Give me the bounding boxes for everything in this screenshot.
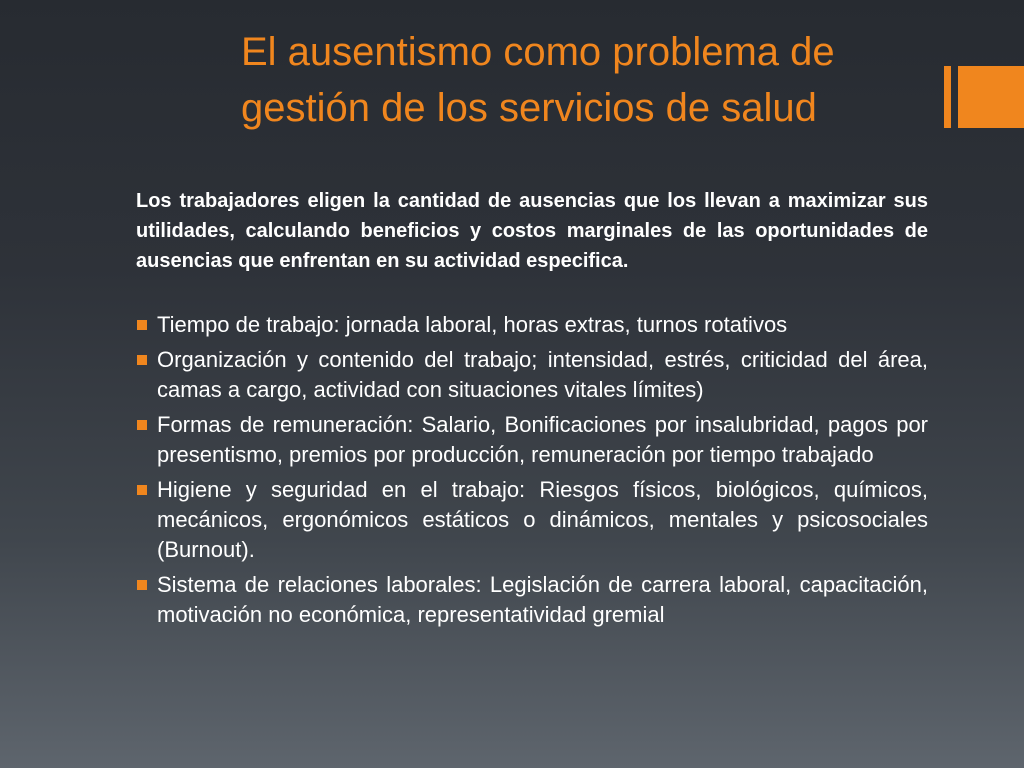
- square-bullet-icon: [137, 420, 147, 430]
- slide-title-line-2: gestión de los servicios de salud: [241, 86, 817, 130]
- bullet-item-remuneracion: [136, 410, 928, 470]
- square-bullet-icon: [137, 355, 147, 365]
- bullet-list: [136, 310, 928, 630]
- slide-title-line-1: El ausentismo como problema de: [241, 30, 835, 74]
- accent-bar-thin: [944, 66, 951, 128]
- bullet-text: Organización y contenido del trabajo; intensidad, estrés, criticidad del área, camas a cargo, actividad con situaciones vitales límites): [157, 347, 928, 402]
- square-bullet-icon: [137, 580, 147, 590]
- bullet-item-higiene-seguridad: [136, 475, 928, 565]
- bullet-item-tiempo-de-trabajo: [136, 310, 928, 340]
- square-bullet-icon: [137, 320, 147, 330]
- intro-paragraph: Los trabajadores eligen la cantidad de ausencias que los llevan a maximizar sus utilidades, calculando beneficios y costos marginales de las oportunidades de ausencias que enfrentan en su actividad especifica.: [136, 190, 928, 272]
- bullet-item-organizacion: [136, 345, 928, 405]
- bullet-text: Formas de remuneración: Salario, Bonificaciones por insalubridad, pagos por presentismo, premios por producción, remuneración por tiempo trabajado: [157, 412, 928, 467]
- bullet-text: Higiene y seguridad en el trabajo: Riesgos físicos, biológicos, químicos, mecánicos, ergonómicos estáticos o dinámicos, mentales y psicosociales (Burnout).: [157, 477, 928, 562]
- bullet-text: Sistema de relaciones laborales: Legislación de carrera laboral, capacitación, motivación no económica, representatividad gremial: [157, 572, 928, 627]
- bullet-item-relaciones-laborales: [136, 570, 928, 630]
- slide-content: [136, 186, 928, 635]
- bullet-text: Tiempo de trabajo: jornada laboral, horas extras, turnos rotativos: [157, 312, 788, 337]
- slide-title: [241, 24, 941, 136]
- square-bullet-icon: [137, 485, 147, 495]
- accent-bar-wide: [958, 66, 1024, 128]
